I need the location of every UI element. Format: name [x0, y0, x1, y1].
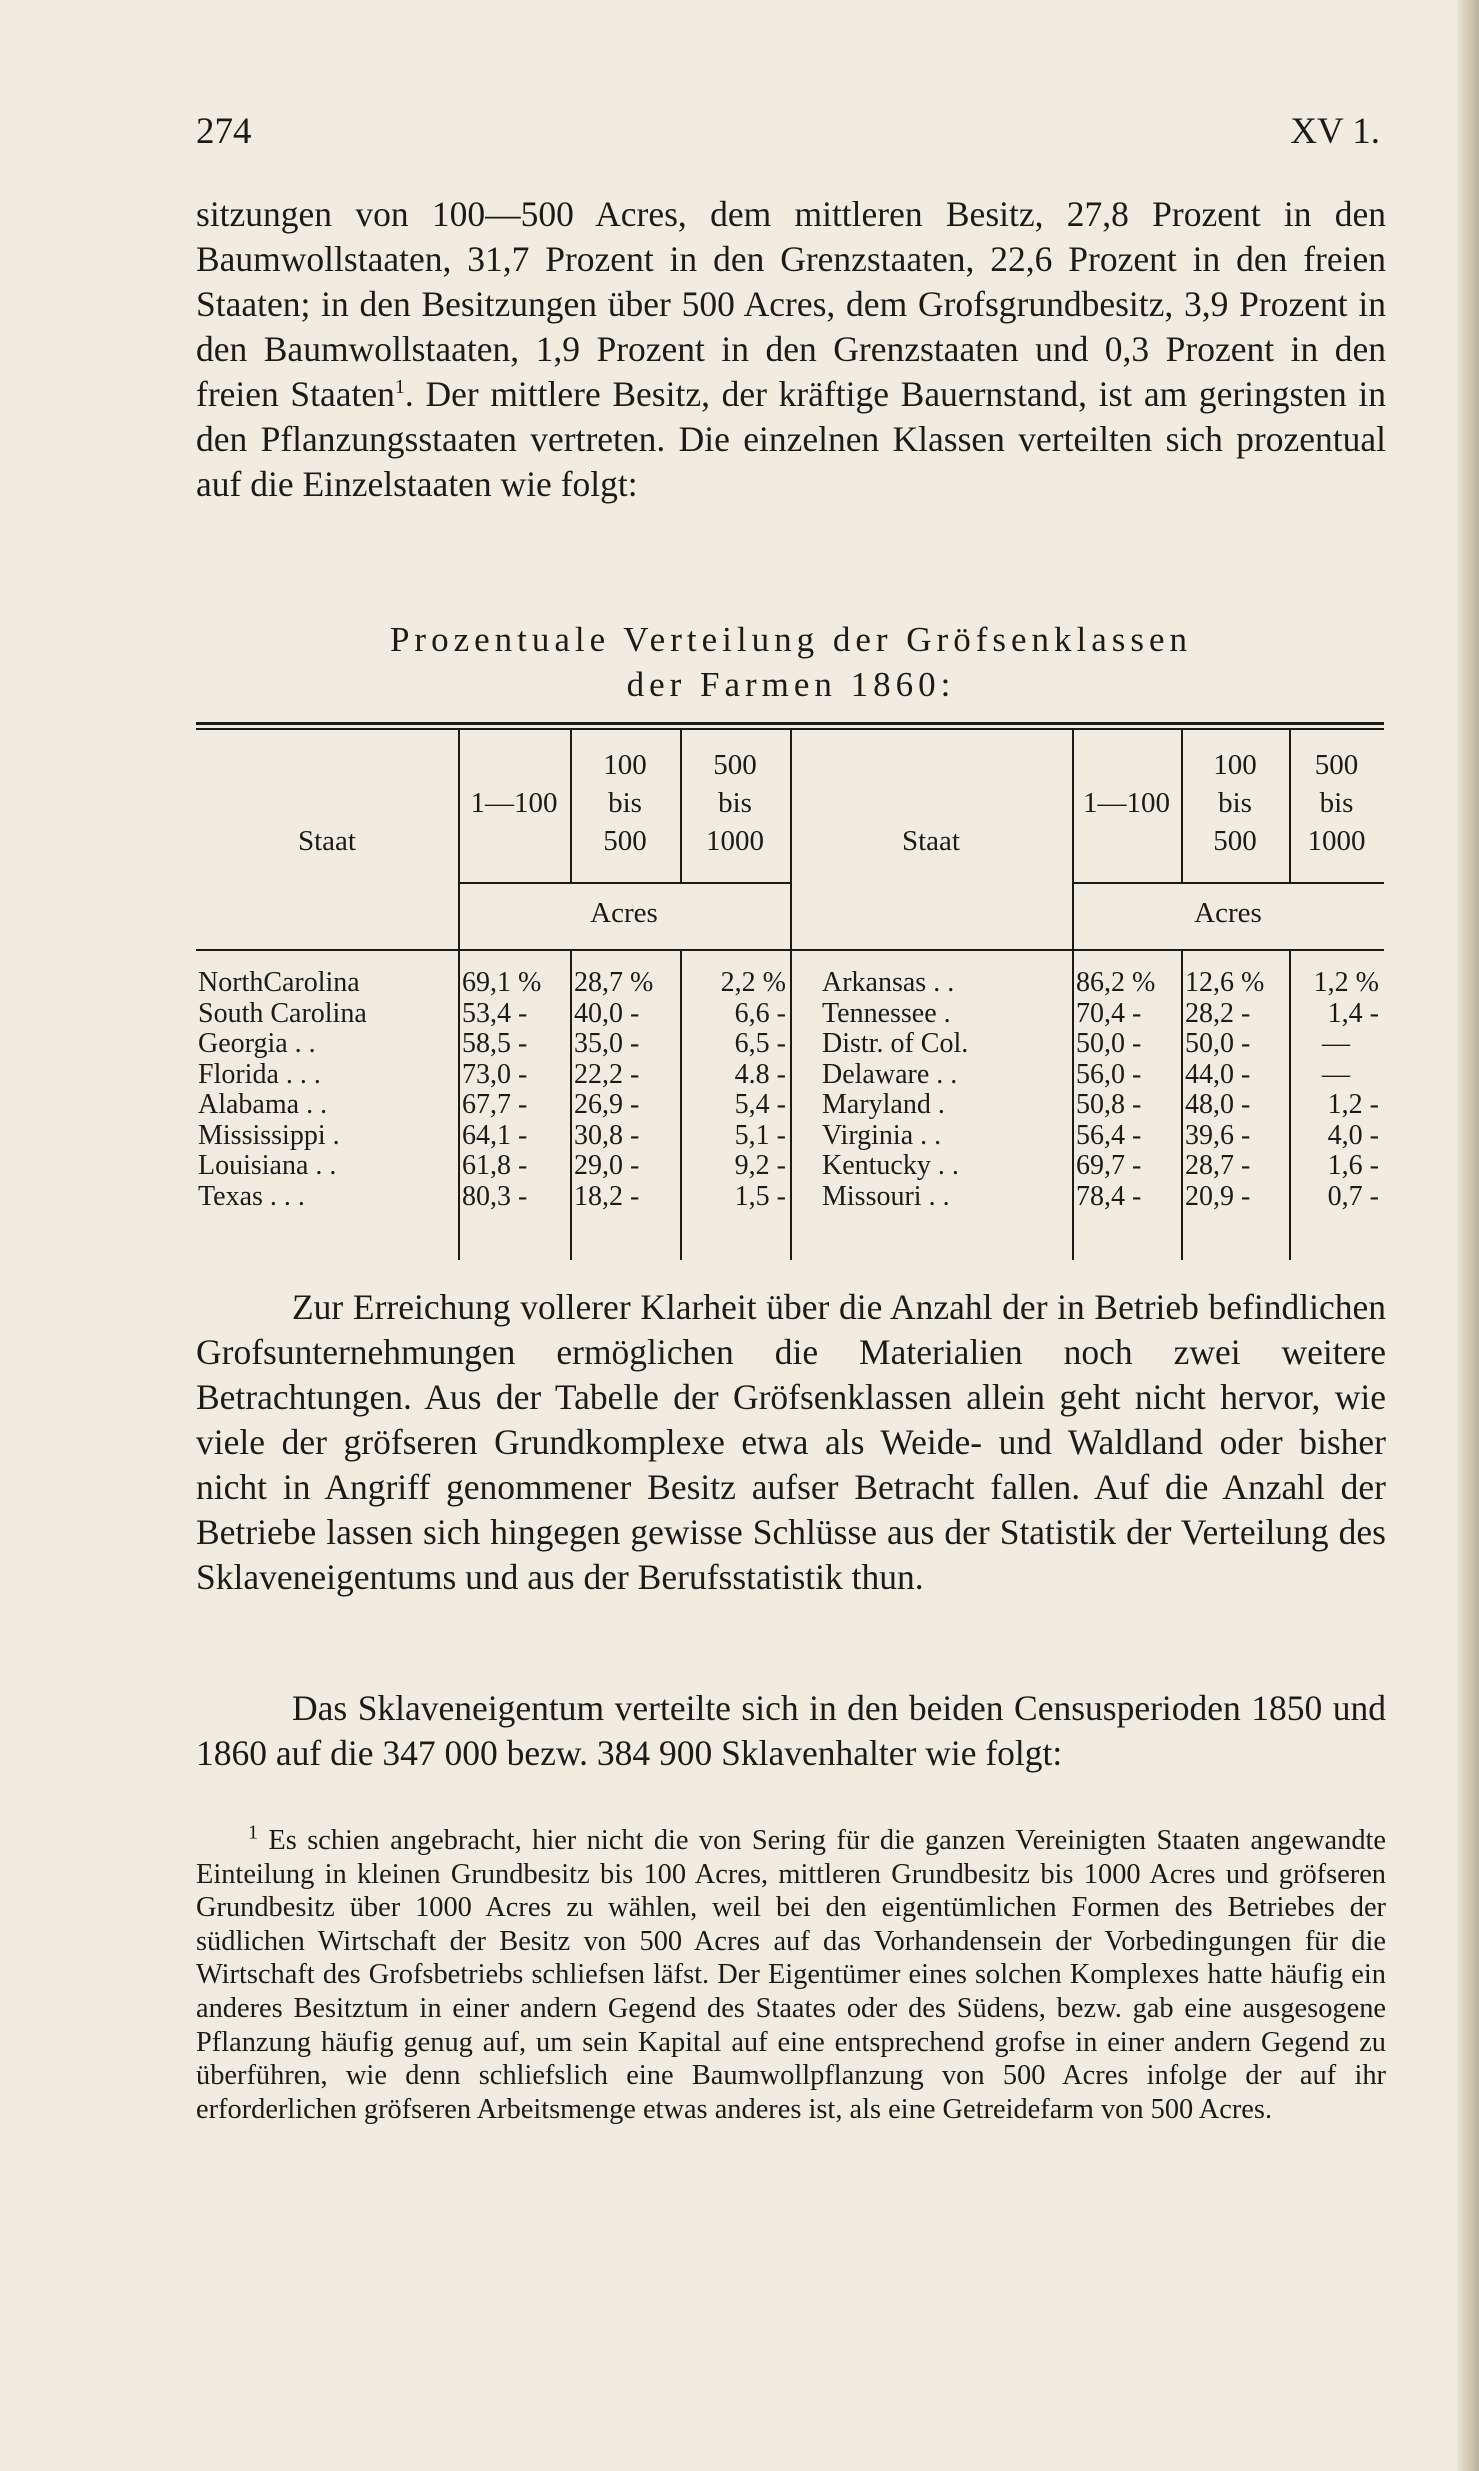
- paragraph-2: Zur Erreichung vollerer Klarheit über die Anzahl der in Betrieb befindlichen Grofsunternehmungen ermöglichen die Materialien noch zwei weitere Betrachtungen. Aus der Tabelle der Gröfsenklassen allein geht nicht hervor, wie viele der gröfseren Grundkomplexe etwa als Weide- und Waldland oder bisher nicht in Angriff genommener Besitz aufser Betracht fallen. Auf die Anzahl der Betriebe lassen sich hingegen gewisse Schlüsse aus der Statistik der Verteilung des Sklaveneigentums und aus der Berufsstatistik thun.: [196, 1287, 1386, 1597]
- left-row-state-cell: Georgia . .: [198, 1028, 316, 1059]
- header-1-100-right: 1—100: [1083, 787, 1170, 819]
- left-row-value-cell: 9,2 -: [734, 1150, 786, 1181]
- right-row-value-cell: 28,7 -: [1185, 1150, 1251, 1181]
- left-row-state-cell: NorthCarolina: [198, 967, 360, 998]
- left-row-value-cell: 40,0 -: [574, 997, 640, 1029]
- header-staat-left: Staat: [298, 825, 356, 857]
- left-row-value-cell: 30,8 -: [574, 1119, 640, 1151]
- header-100-500-left: 100 bis 500: [603, 749, 647, 857]
- right-row-value-cell: 50,0 -: [1185, 1028, 1251, 1059]
- right-row-value-cell: 0,7 -: [1327, 1180, 1379, 1212]
- vline-4: [790, 730, 792, 1260]
- header-acres-right: Acres: [1194, 897, 1262, 929]
- left-row-value-cell: 67,7 -: [462, 1089, 528, 1120]
- right-row-value-cell: —: [1322, 1028, 1350, 1059]
- left-row-state-cell: Louisiana . .: [198, 1150, 337, 1181]
- vline-6: [1181, 951, 1183, 1260]
- left-row-value-cell: 29,0 -: [574, 1150, 640, 1181]
- header-acres-left: Acres: [590, 897, 658, 929]
- right-row-value-cell: 48,0 -: [1185, 1089, 1251, 1120]
- right-row-value-cell: 78,4 -: [1076, 1180, 1142, 1212]
- left-row-value-cell: 6,6 -: [734, 997, 786, 1029]
- left-row-value-cell: 53,4 -: [462, 997, 528, 1029]
- header-1-100-left: 1—100: [470, 787, 558, 819]
- left-row-value-cell: 69,1 %: [462, 967, 542, 998]
- right-row-value-cell: 28,2 -: [1185, 997, 1251, 1029]
- right-row-state-cell: Maryland .: [822, 1089, 945, 1120]
- right-row-value-cell: 56,4 -: [1076, 1119, 1142, 1151]
- vline-2: [570, 951, 572, 1260]
- left-row-value-cell: 26,9 -: [574, 1089, 640, 1120]
- header-staat-right: Staat: [902, 825, 960, 857]
- left-row-value-cell: 73,0 -: [462, 1058, 528, 1090]
- table-top-rule: [196, 722, 1384, 725]
- right-row-value-cell: 70,4 -: [1076, 997, 1142, 1029]
- right-row-state-cell: Distr. of Col.: [822, 1028, 969, 1059]
- right-row-state-cell: Tennessee .: [822, 997, 951, 1029]
- right-row-value-cell: 1,2 -: [1327, 1089, 1379, 1120]
- header-100-500-right: 100 bis 500: [1213, 749, 1257, 857]
- page-header: [196, 110, 1380, 153]
- left-row-value-cell: 28,7 %: [574, 967, 654, 998]
- right-row-value-cell: 39,6 -: [1185, 1119, 1251, 1151]
- left-row-value-cell: 5,1 -: [734, 1119, 786, 1151]
- left-row-value-cell: 61,8 -: [462, 1150, 528, 1181]
- paragraph-3: Das Sklaveneigentum verteilte sich in den beiden Censusperioden 1850 und 1860 auf die 347 000 bezw. 384 900 Sklavenhalter wie folgt:: [196, 1688, 1386, 1773]
- footnote: $^1$ Es schien angebracht, hier nicht die von Sering für die ganzen Vereinigten Staaten angewandte Einteilung in kleinen Grundbesitz bis 100 Acres, mittleren Grundbesitz bis 1000 Acres und gröfseren Grundbesitz über 1000 Acres zu wählen, weil bei den eigentümlichen Formen des Betriebes der südlichen Wirtschaft der Besitz von 500 Acres auf das Vorhandensein der Vorbedingungen für die Wirtschaft des Grofsbetriebs schliefsen läfst. Der Eigentümer eines solchen Komplexes hatte häufig ein anderes Besitztum in einer andern Gegend des Staates oder des Südens, bezw. gab eine ausgesogene Pflanzung häufig genug auf, um sein Kapital auf eine entsprechend grofse in einer andern Gegend zu überführen, wie denn schliefslich eine Baumwollpflanzung von 500 Acres infolge der auf ihr erforderlichen gröfseren Arbeitsmenge etwas anderes ist, als eine Getreidefarm von 500 Acres.: [196, 1821, 1387, 2125]
- left-row-state-cell: South Carolina: [198, 997, 367, 1029]
- left-row-value-cell: 64,1 -: [462, 1119, 528, 1151]
- right-row-value-cell: —: [1322, 1058, 1350, 1090]
- left-row-value-cell: 35,0 -: [574, 1028, 640, 1059]
- footnote-ref: 1: [394, 376, 405, 399]
- left-row-value-cell: 4.8 -: [734, 1058, 786, 1090]
- table-title: Prozentuale Verteilung der Gröfsenklassen der Farmen 1860:: [389, 620, 1193, 704]
- page-edge: [1457, 0, 1479, 2471]
- header-500-1000-left: 500 bis 1000: [706, 749, 764, 857]
- vline-3: [680, 951, 682, 1260]
- left-row-value-cell: 1,5 -: [734, 1180, 786, 1212]
- left-row-value-cell: 2,2 %: [720, 967, 786, 998]
- right-row-value-cell: 56,0 -: [1076, 1058, 1142, 1090]
- right-row-state-cell: Arkansas . .: [822, 967, 955, 998]
- right-row-value-cell: 12,6 %: [1185, 967, 1265, 998]
- header-500-1000-right: 500 bis 1000: [1307, 749, 1366, 857]
- right-row-value-cell: 50,8 -: [1076, 1089, 1142, 1120]
- right-row-value-cell: 1,4 -: [1327, 997, 1379, 1029]
- page-number: 274: [196, 111, 252, 152]
- acres-rule-left: [458, 882, 790, 884]
- vline-7: [1289, 951, 1291, 1260]
- left-row-state-cell: Alabama . .: [198, 1089, 328, 1120]
- right-row-state-cell: Delaware . .: [822, 1058, 958, 1090]
- right-row-value-cell: 50,0 -: [1076, 1028, 1142, 1059]
- left-row-value-cell: 6,5 -: [734, 1028, 786, 1059]
- right-row-value-cell: 1,6 -: [1327, 1150, 1379, 1181]
- left-row-value-cell: 18,2 -: [574, 1180, 640, 1212]
- left-row-state-cell: Texas . . .: [198, 1180, 305, 1212]
- left-row-value-cell: 5,4 -: [734, 1089, 786, 1120]
- acres-rule-right: [1072, 882, 1384, 884]
- section-label: XV 1.: [1290, 111, 1380, 152]
- right-row-value-cell: 44,0 -: [1185, 1058, 1251, 1090]
- right-row-state-cell: Kentucky . .: [822, 1150, 959, 1181]
- left-row-value-cell: 80,3 -: [462, 1180, 528, 1212]
- right-row-value-cell: 20,9 -: [1185, 1180, 1251, 1212]
- right-row-state-cell: Virginia . .: [822, 1119, 942, 1151]
- right-row-value-cell: 4,0 -: [1327, 1119, 1379, 1151]
- right-row-state-cell: Missouri . .: [822, 1180, 950, 1212]
- right-row-value-cell: 1,2 %: [1313, 967, 1379, 998]
- left-row-value-cell: 22,2 -: [574, 1058, 640, 1090]
- left-row-state-cell: Mississippi .: [198, 1119, 340, 1151]
- left-row-value-cell: 58,5 -: [462, 1028, 528, 1059]
- left-row-state-cell: Florida . . .: [198, 1058, 321, 1090]
- right-row-value-cell: 86,2 %: [1076, 967, 1156, 998]
- footnote-mark: 1: [248, 1821, 258, 1844]
- paragraph-1: sitzungen von 100—500 Acres, dem mittleren Besitz, 27,8 Prozent in den Baumwollstaaten, 31,7 Prozent in den Grenzstaaten, 22,6 Prozent in den freien Staaten; in den Besitzungen über 500 Acres, dem Grofsgrundbesitz, 3,9 Prozent in den Baumwollstaaten, 1,9 Prozent in den Grenzstaaten und 0,3 Prozent in den freien Staaten$^1$. Der mittlere Besitz, der kräftige Bauernstand, ist am geringsten in den Pflanzungsstaaten vertreten. Die einzelnen Klassen verteilten sich prozentual auf die Einzelstaaten wie folgt:: [196, 194, 1386, 504]
- right-row-value-cell: 69,7 -: [1076, 1150, 1142, 1181]
